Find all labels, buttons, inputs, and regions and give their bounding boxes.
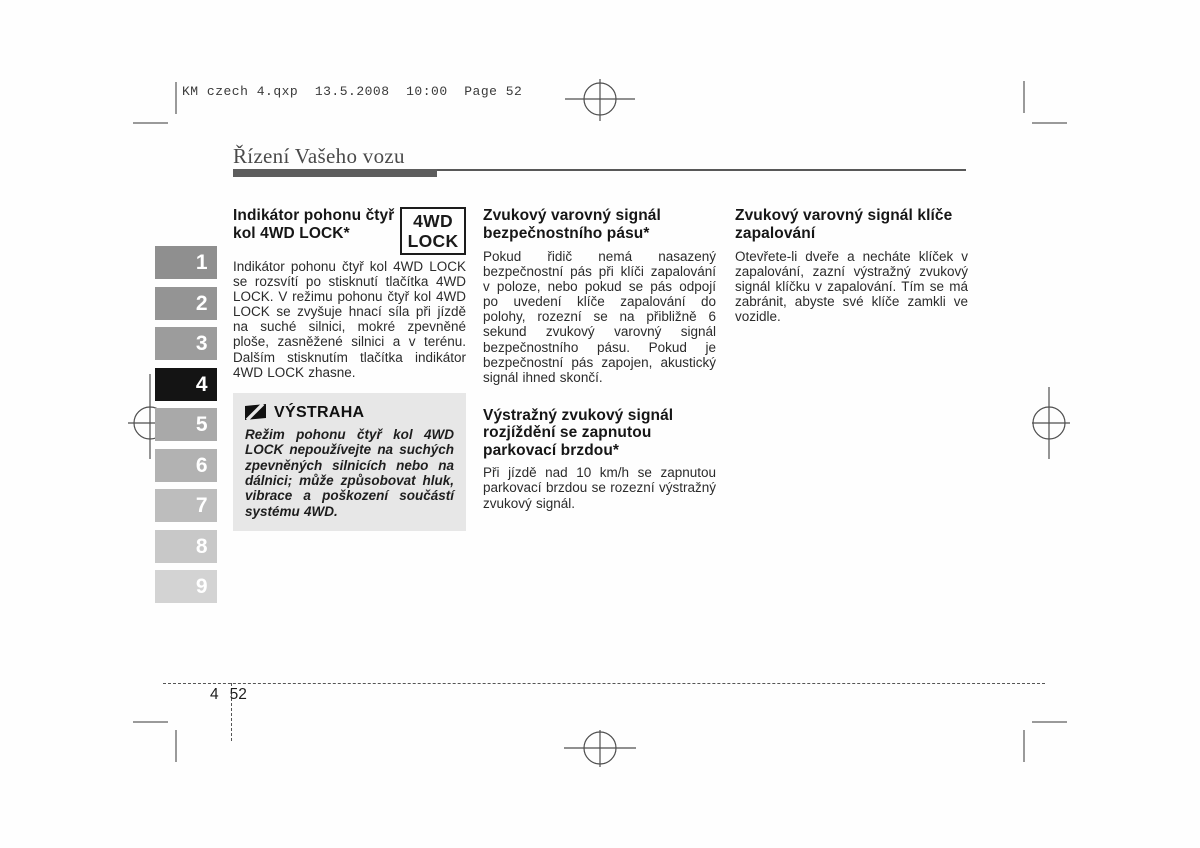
page-folio <box>210 686 247 704</box>
crop-mark <box>133 721 168 723</box>
sidebar-tab-6: 6 <box>155 449 217 482</box>
chapter-number: 4 <box>210 686 219 703</box>
4wd-lock-indicator-badge <box>400 207 466 255</box>
column-audible-warnings <box>483 207 716 511</box>
footer-dashed-rule <box>163 683 1045 684</box>
crop-mark <box>133 122 168 124</box>
badge-line-2: LOCK <box>407 231 459 251</box>
paragraph-4wd-lock: Indikátor pohonu čtyř kol 4WD LOCK se rozsvítí po stisknutí tlačítka 4WD LOCK. V režimu pohonu čtyř kol 4WD LOCK se zvyšuje hnací síla při jízdě na suché silnici, mokré zpevněné ploše, zasněžené silnici a v terénu. Dalším stisknutím tlačítka indikátor 4WD LOCK zhasne. <box>233 259 466 380</box>
crop-mark <box>1032 122 1067 124</box>
sidebar-tab-2: 2 <box>155 287 217 320</box>
sidebar-tab-8: 8 <box>155 530 217 563</box>
warning-box <box>233 393 466 531</box>
paragraph-ignition-key-warning: Otevřete-li dveře a necháte klíček v zapalování, zazní výstražný zvukový signál klíčku v zapalování. Tím se má zabránit, abyste své klíče zamkli ve vozidle. <box>735 249 968 325</box>
sidebar-tab-3: 3 <box>155 327 217 360</box>
crop-mark <box>1023 81 1025 113</box>
column-4wd-indicator <box>233 207 466 531</box>
sidebar-tab-4-active: 4 <box>155 368 217 401</box>
paragraph-parking-brake-warning: Při jízdě nad 10 km/h se zapnutou parkovací brzdou se rozezní výstražný zvukový signál. <box>483 465 716 511</box>
caution-icon <box>245 404 266 421</box>
section-heading-4wd-lock: Indikátor pohonu čtyř kol 4WD LOCK* <box>233 207 395 242</box>
section-heading-ignition-key-warning: Zvukový varovný signál klíče zapalování <box>735 207 953 242</box>
paragraph-seatbelt-warning: Pokud řidič nemá nasazený bezpečnostní pás při klíči zapalování v poloze, nebo pokud se pás odpojí po uvedení klíče zapalování do polohy, rozezní se na přibližně 6 sekund zvukový varovný signál bezpečnostního pásu. Pokud je bezpečnostní pás zapojen, akustický signál ihned skončí. <box>483 249 716 385</box>
sidebar-tab-9: 9 <box>155 570 217 603</box>
registration-mark <box>1010 385 1090 463</box>
sidebar-tab-7: 7 <box>155 489 217 522</box>
crop-mark <box>175 730 177 762</box>
sidebar-tab-1: 1 <box>155 246 217 279</box>
section-heading-seatbelt-warning: Zvukový varovný signál bezpečnostního pásu* <box>483 207 661 242</box>
print-slug-text: KM czech 4.qxp 13.5.2008 10:00 Page 52 <box>182 84 523 99</box>
sidebar-tab-5: 5 <box>155 408 217 441</box>
warning-title: VÝSTRAHA <box>274 403 365 421</box>
warning-text: Režim pohonu čtyř kol 4WD LOCK nepoužívejte na suchých zpevněných silnicích nebo na dálnici; může způsobovat hluk, vibrace a poškození součástí systému 4WD. <box>245 426 454 519</box>
header-rule-accent <box>233 169 437 177</box>
crop-mark <box>1032 721 1067 723</box>
crop-mark <box>1023 730 1025 762</box>
section-heading-parking-brake-warning: Výstražný zvukový signál rozjíždění se zapnutou parkovací brzdou* <box>483 406 674 459</box>
registration-mark <box>560 79 640 121</box>
chapter-title: Řízení Vašeho vozu <box>233 144 405 168</box>
page-number: 52 <box>229 686 247 703</box>
column-ignition-key-warning <box>735 207 968 324</box>
registration-mark <box>560 724 640 769</box>
crop-mark <box>175 82 177 114</box>
badge-line-1: 4WD <box>413 211 453 231</box>
